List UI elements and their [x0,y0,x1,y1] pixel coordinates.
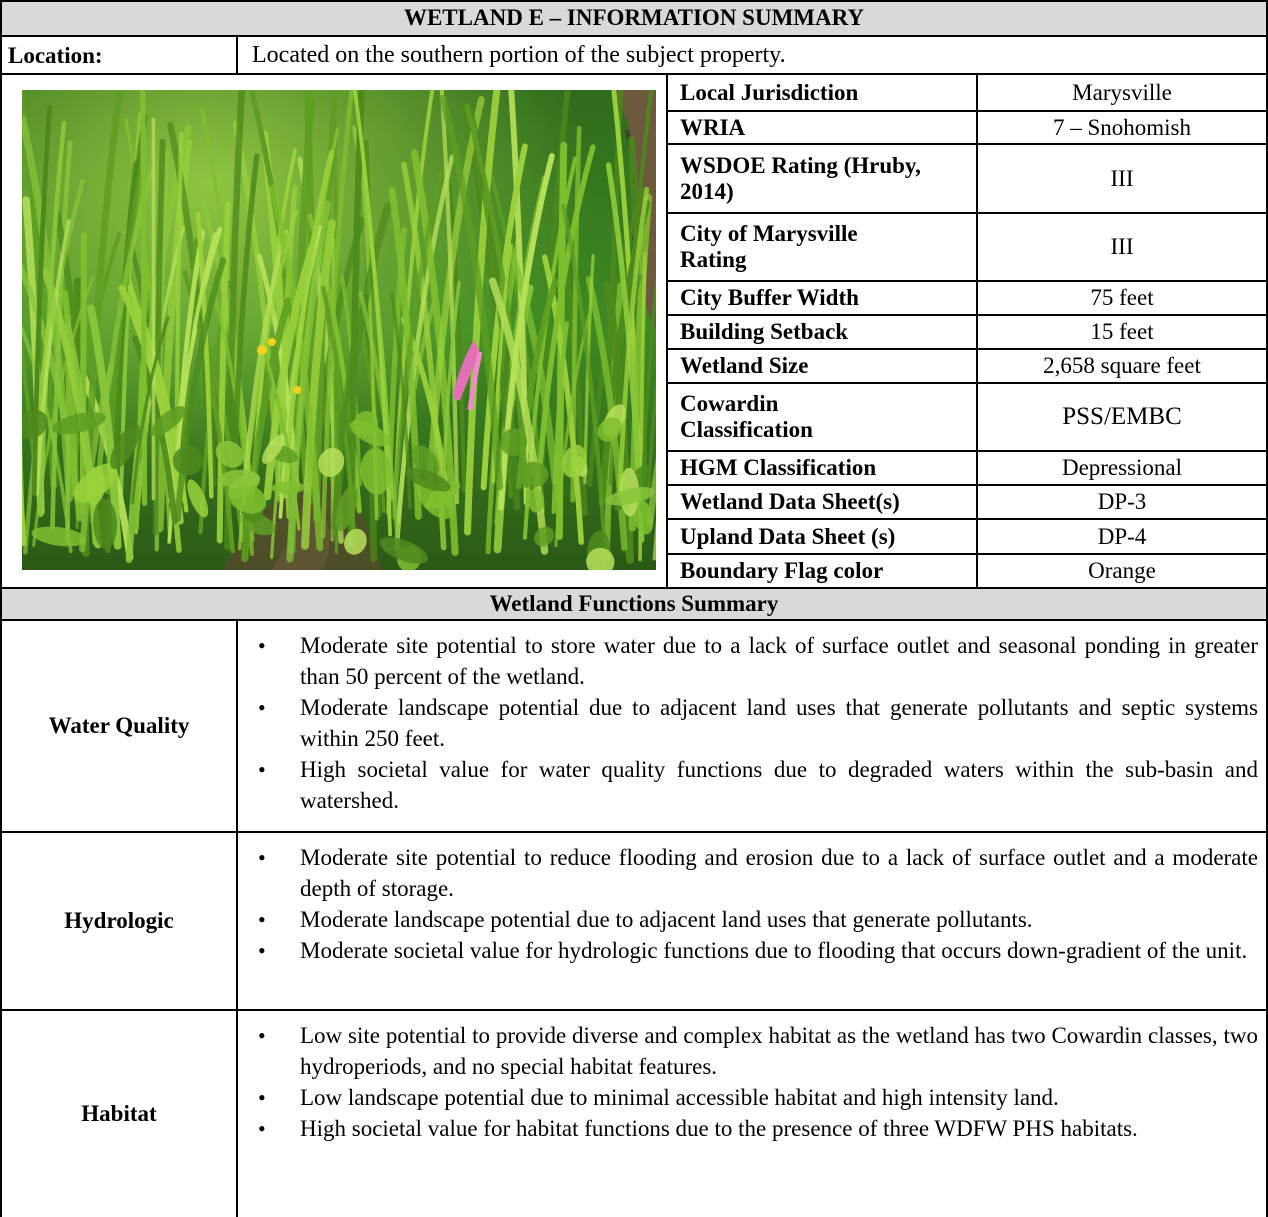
rule-photo-section-bottom [0,587,1268,589]
functions-header: Wetland Functions Summary [489,591,779,616]
detail-value-wria: 7 – Snohomish [1052,114,1192,140]
wetland-photo [22,90,656,570]
detail-label-wria: WRIA [680,114,746,140]
rule-top [0,0,1268,2]
detail-value-city-buffer-width: 75 feet [1090,285,1154,310]
detail-label-building-setback: Building Setback [680,319,849,344]
function-bullets-habitat [300,1020,1258,1144]
function-bullets-water-quality [300,630,1258,816]
detail-label-wsdoe-rating: WSDOE Rating (Hruby, 2014) [680,152,921,204]
function-bullet: • Moderate landscape potential due to adjacent land uses that generate pollutants and septic systems within 250 feet. [300,692,1258,754]
detail-value-wsdoe-rating: III [1110,165,1134,191]
detail-label-boundary-flag-color: Boundary Flag color [680,558,884,583]
detail-label-cowardin-classification: Cowardin Classification [680,391,813,442]
document-title: WETLAND E – INFORMATION SUMMARY [403,5,865,30]
function-bullet: • Moderate societal value for hydrologic functions due to flooding that occurs down-gradient of the unit. [300,935,1258,966]
detail-value-wetland-data-sheets: DP-3 [1097,489,1147,514]
function-bullet: • Moderate site potential to store water due to a lack of surface outlet and seasonal ponding in greater than 50 percent of the wetland. [300,630,1258,692]
function-category-hydrologic: Hydrologic [64,908,174,933]
detail-value-wetland-size: 2,658 square feet [1043,353,1201,378]
detail-label-wetland-data-sheets: Wetland Data Sheet(s) [680,489,900,514]
function-bullet: • High societal value for habitat functions due to the presence of three WDFW PHS habitats. [300,1113,1258,1144]
detail-value-city-rating: III [1110,234,1134,259]
detail-label-city-rating: City of Marysville Rating [680,221,858,272]
function-bullet: • High societal value for water quality functions due to degraded waters within the sub-basin and watershed. [300,754,1258,816]
rule-location-bottom [0,73,1268,75]
detail-value-building-setback: 15 feet [1090,319,1154,344]
detail-label-upland-data-sheets: Upland Data Sheet (s) [680,523,896,549]
detail-label-city-buffer-width: City Buffer Width [680,285,859,310]
rule-location-divider [236,35,238,75]
function-bullet: • Moderate site potential to reduce flooding and erosion due to a lack of surface outlet and a moderate depth of storage. [300,842,1258,904]
rule-photo-divider [666,73,668,589]
function-category-water-quality: Water Quality [48,713,190,738]
detail-value-boundary-flag-color: Orange [1088,558,1156,583]
detail-label-hgm-classification: HGM Classification [680,455,877,480]
detail-value-local-jurisdiction: Marysville [1072,80,1172,105]
rule-category-divider [236,619,238,1217]
detail-label-wetland-size: Wetland Size [680,353,809,378]
detail-value-cowardin-classification: PSS/EMBC [1062,403,1182,430]
function-bullet: • Moderate landscape potential due to adjacent land uses that generate pollutants. [300,904,1258,935]
location-value: Located on the southern portion of the subject property. [252,42,786,68]
function-bullet: • Low site potential to provide diverse and complex habitat as the wetland has two Cowardin classes, two hydroperiods, and no special habitat features. [300,1020,1258,1082]
function-bullet: • Low landscape potential due to minimal accessible habitat and high intensity land. [300,1082,1258,1113]
detail-label-local-jurisdiction: Local Jurisdiction [680,80,859,105]
location-label: Location: [8,43,103,68]
detail-value-hgm-classification: Depressional [1061,455,1183,480]
detail-value-upland-data-sheets: DP-4 [1097,523,1147,549]
function-category-habitat: Habitat [81,1101,157,1126]
function-bullets-hydrologic [300,842,1258,966]
rule-title-bottom [0,35,1268,37]
